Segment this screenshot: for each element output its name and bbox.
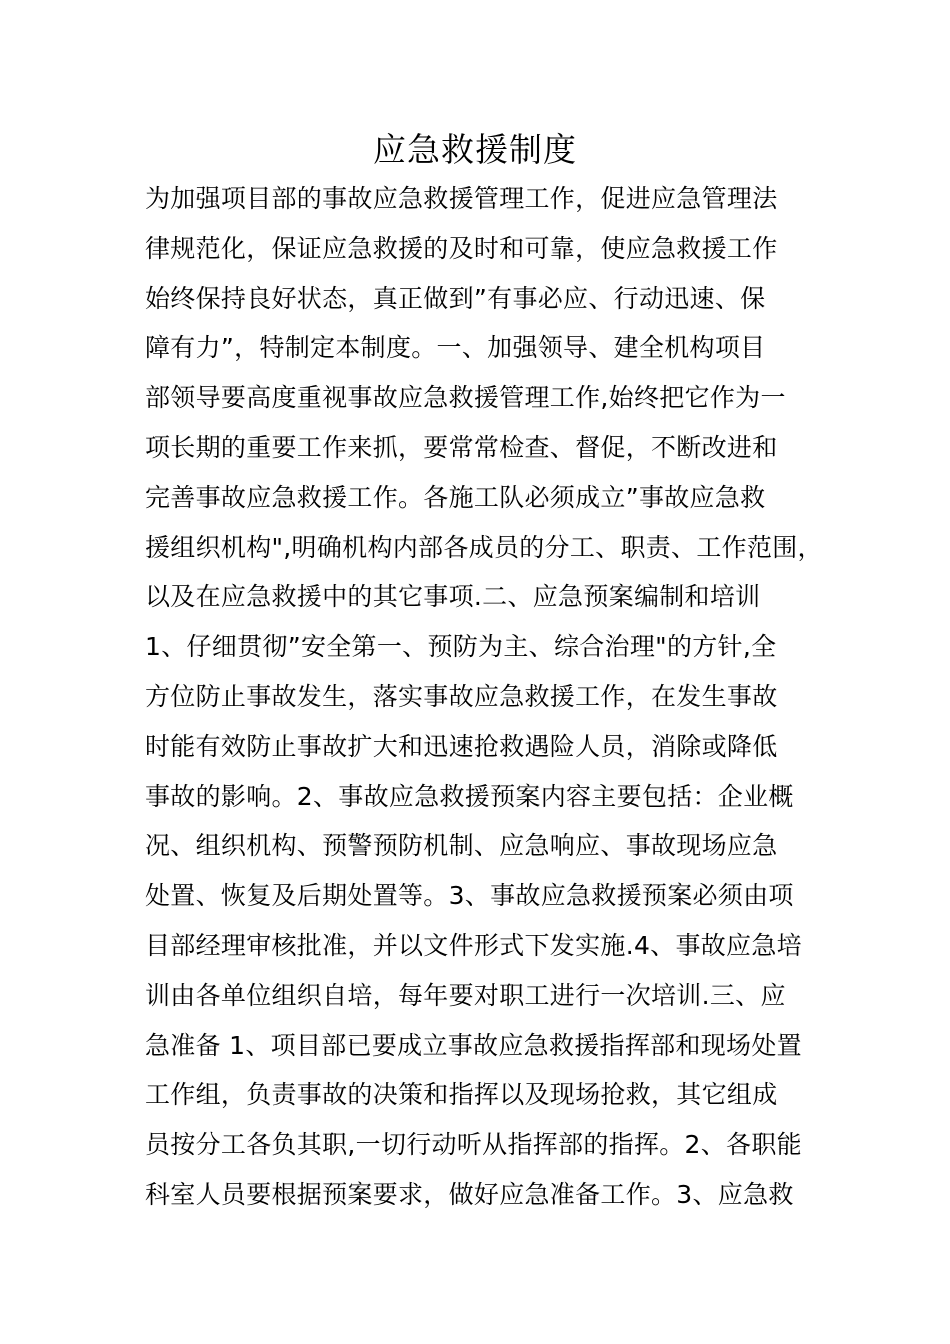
body-line: 处置、恢复及后期处置等。3、事故应急救援预案必须由项	[145, 881, 794, 911]
document-title: 应急救援制度	[373, 130, 577, 169]
body-line: 时能有效防止事故扩大和迅速抢救遇险人员，消除或降低	[145, 731, 778, 761]
body-line: 况、组织机构、预警预防机制、应急响应、事故现场应急	[145, 831, 778, 861]
body-line: 科室人员要根据预案要求，做好应急准备工作。3、应急救	[145, 1179, 794, 1209]
body-line: 训由各单位组织自培，每年要对职工进行一次培训.三、应	[145, 980, 786, 1010]
body-line: 项长期的重要工作来抓，要常常检查、督促，不断改进和	[145, 432, 778, 462]
body-line: 援组织机构",明确机构内部各成员的分工、职责、工作范围，	[145, 532, 823, 562]
body-line: 急准备 1、项目部已要成立事故应急救援指挥部和现场处置	[145, 1030, 802, 1060]
body-line: 员按分工各负其职,一切行动听从指挥部的指挥。2、各职能	[145, 1130, 802, 1160]
body-line: 以及在应急救援中的其它事项.二、应急预案编制和培训	[145, 582, 761, 612]
body-line: 障有力”，特制定本制度。一、加强领导、建全机构项目	[145, 333, 766, 363]
body-line: 完善事故应急救援工作。各施工队必须成立”事故应急救	[145, 482, 766, 512]
body-line: 工作组，负责事故的决策和指挥以及现场抢救，其它组成	[145, 1080, 778, 1110]
body-line: 事故的影响。2、事故应急救援预案内容主要包括：企业概	[145, 781, 794, 811]
body-line: 部领导要高度重视事故应急救援管理工作,始终把它作为一	[145, 383, 786, 413]
document-body	[145, 174, 835, 1220]
body-line: 1、仔细贯彻”安全第一、预防为主、综合治理"的方针,全	[145, 632, 777, 662]
body-line: 始终保持良好状态，真正做到”有事必应、行动迅速、保	[145, 283, 766, 313]
body-line: 目部经理审核批准，并以文件形式下发实施.4、事故应急培	[145, 930, 802, 960]
body-line: 为加强项目部的事故应急救援管理工作，促进应急管理法	[145, 184, 778, 213]
body-line: 律规范化，保证应急救援的及时和可靠，使应急救援工作	[145, 233, 778, 263]
body-line: 方位防止事故发生，落实事故应急救援工作，在发生事故	[145, 681, 778, 711]
